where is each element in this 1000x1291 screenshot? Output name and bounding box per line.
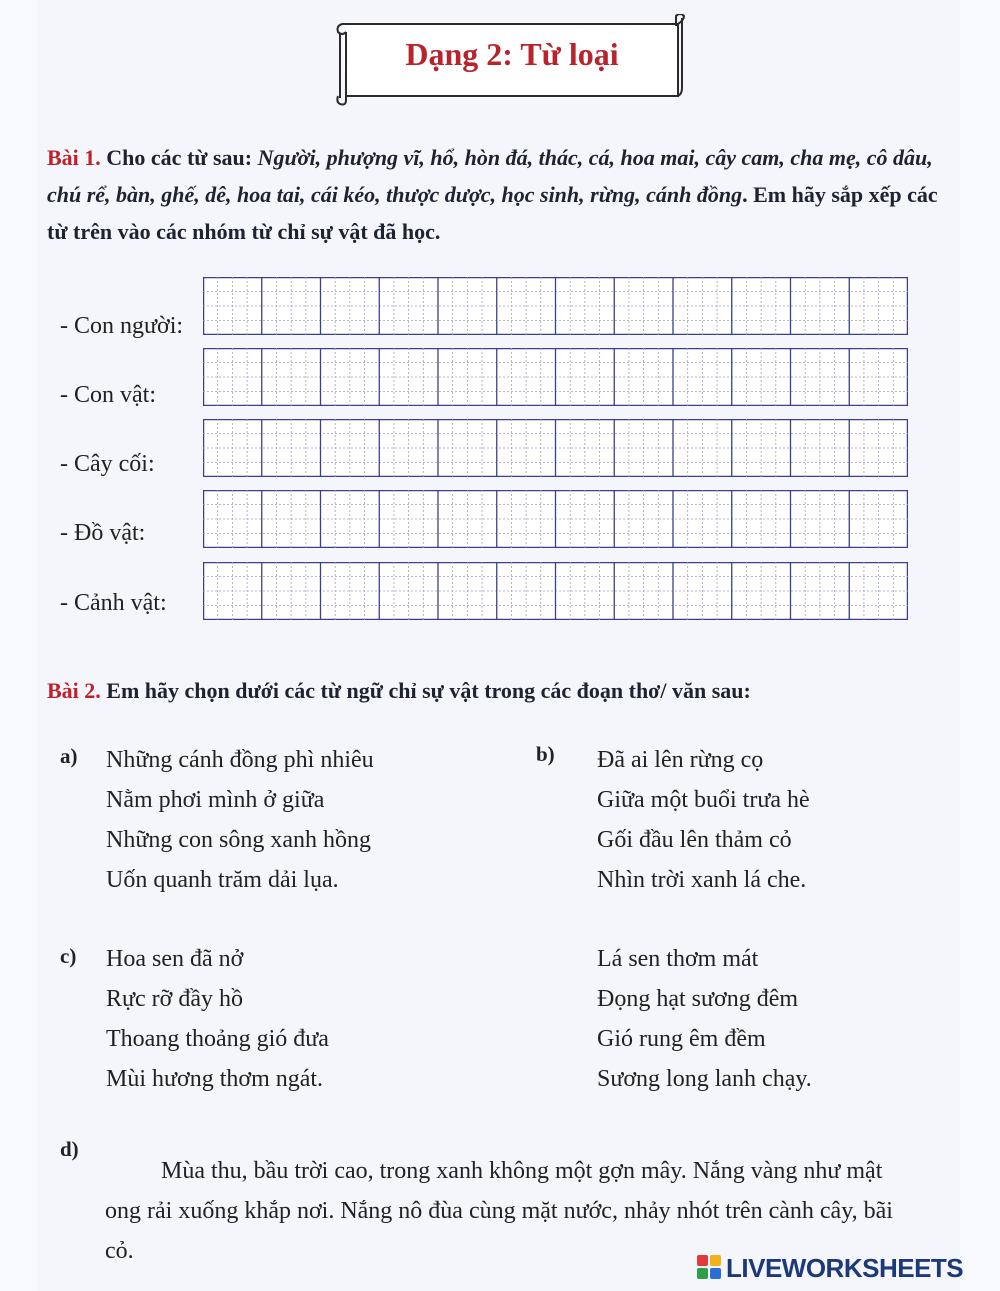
- poem-line: Nhìn trời xanh lá che.: [597, 867, 807, 893]
- poem-line: Nằm phơi mình ở giữa: [106, 787, 325, 813]
- liveworksheets-logo[interactable]: [697, 1252, 963, 1284]
- poem-line: Những cánh đồng phì nhiêu: [106, 747, 374, 773]
- logo-square: [697, 1255, 708, 1266]
- poem-line: Rực rỡ đầy hồ: [106, 986, 244, 1012]
- poem-a: [106, 740, 374, 900]
- bai2-paragraph: [47, 672, 962, 709]
- logo-text: LIVEWORKSHEETS: [726, 1252, 964, 1283]
- bai1-label: Bài 1.: [47, 145, 101, 170]
- bai1-paragraph: [47, 139, 962, 250]
- answer-grid-canh-vat[interactable]: [203, 562, 908, 620]
- poem-c-left: [106, 939, 329, 1099]
- answer-grid-cay-coi[interactable]: [203, 419, 908, 477]
- poem-b: [597, 740, 810, 900]
- answer-grid-con-nguoi[interactable]: [203, 277, 908, 335]
- poem-line: Giữa một buổi trưa hè: [597, 787, 810, 813]
- row-label-canh-vat: - Cảnh vật:: [60, 590, 167, 616]
- part-b-label: b): [536, 742, 555, 766]
- bai1-intro: Cho các từ sau:: [100, 145, 258, 170]
- bai1-instruction: . Em hãy sắp xếp các từ trên vào các nhóm từ chỉ sự vật đã học.: [47, 182, 938, 244]
- poem-line: Sương long lanh chạy.: [597, 1066, 812, 1092]
- poem-line: Đã ai lên rừng cọ: [597, 747, 764, 773]
- poem-line: Gối đầu lên thảm cỏ: [597, 827, 792, 853]
- poem-line: Hoa sen đã nở: [106, 946, 244, 972]
- logo-square: [697, 1268, 708, 1279]
- logo-square: [710, 1268, 721, 1279]
- poem-line: Lá sen thơm mát: [597, 946, 759, 972]
- poem-line: Đọng hạt sương đêm: [597, 986, 799, 1012]
- paragraph-d: Mùa thu, bầu trời cao, trong xanh không một gợn mây. Nắng vàng như mật ong rải xuống khắp nơi. Nắng nô đùa cùng mặt nước, nhảy nhót trên cành cây, bãi cỏ.: [105, 1158, 893, 1264]
- answer-grid-do-vat[interactable]: [203, 490, 908, 548]
- logo-square: [710, 1255, 721, 1266]
- part-a-label: a): [60, 744, 78, 768]
- answer-grid-con-vat[interactable]: [203, 348, 908, 406]
- page-title: Dạng 2: Từ loại: [405, 36, 619, 72]
- part-d-label: d): [60, 1137, 79, 1161]
- poem-line: Những con sông xanh hồng: [106, 827, 371, 853]
- row-label-cay-coi: - Cây cối:: [60, 451, 155, 477]
- poem-line: Gió rung êm đềm: [597, 1026, 766, 1052]
- row-label-con-vat: - Con vật:: [60, 382, 156, 408]
- row-label-do-vat: - Đồ vật:: [60, 520, 146, 546]
- row-label-con-nguoi: - Con người:: [60, 313, 184, 339]
- part-c-label: c): [60, 944, 77, 968]
- poem-c-right: [597, 939, 812, 1099]
- bai2-label: Bài 2.: [47, 678, 101, 703]
- poem-line: Mùi hương thơm ngát.: [106, 1066, 324, 1092]
- liveworksheets-logo-icon: [697, 1255, 723, 1281]
- bai1-word-list: Người, phượng vĩ, hổ, hòn đá, thác, cá, hoa mai, cây cam, cha mẹ, cô dâu, chú rể, bàn, ghế, dê, hoa tai, cái kéo, thược dược, học sinh, rừng, cánh đồng: [47, 145, 933, 207]
- bai2-instruction: Em hãy chọn dưới các từ ngữ chỉ sự vật trong các đoạn thơ/ văn sau:: [100, 678, 751, 703]
- poem-line: Thoang thoảng gió đưa: [106, 1026, 329, 1052]
- poem-line: Uốn quanh trăm dải lụa.: [106, 867, 339, 893]
